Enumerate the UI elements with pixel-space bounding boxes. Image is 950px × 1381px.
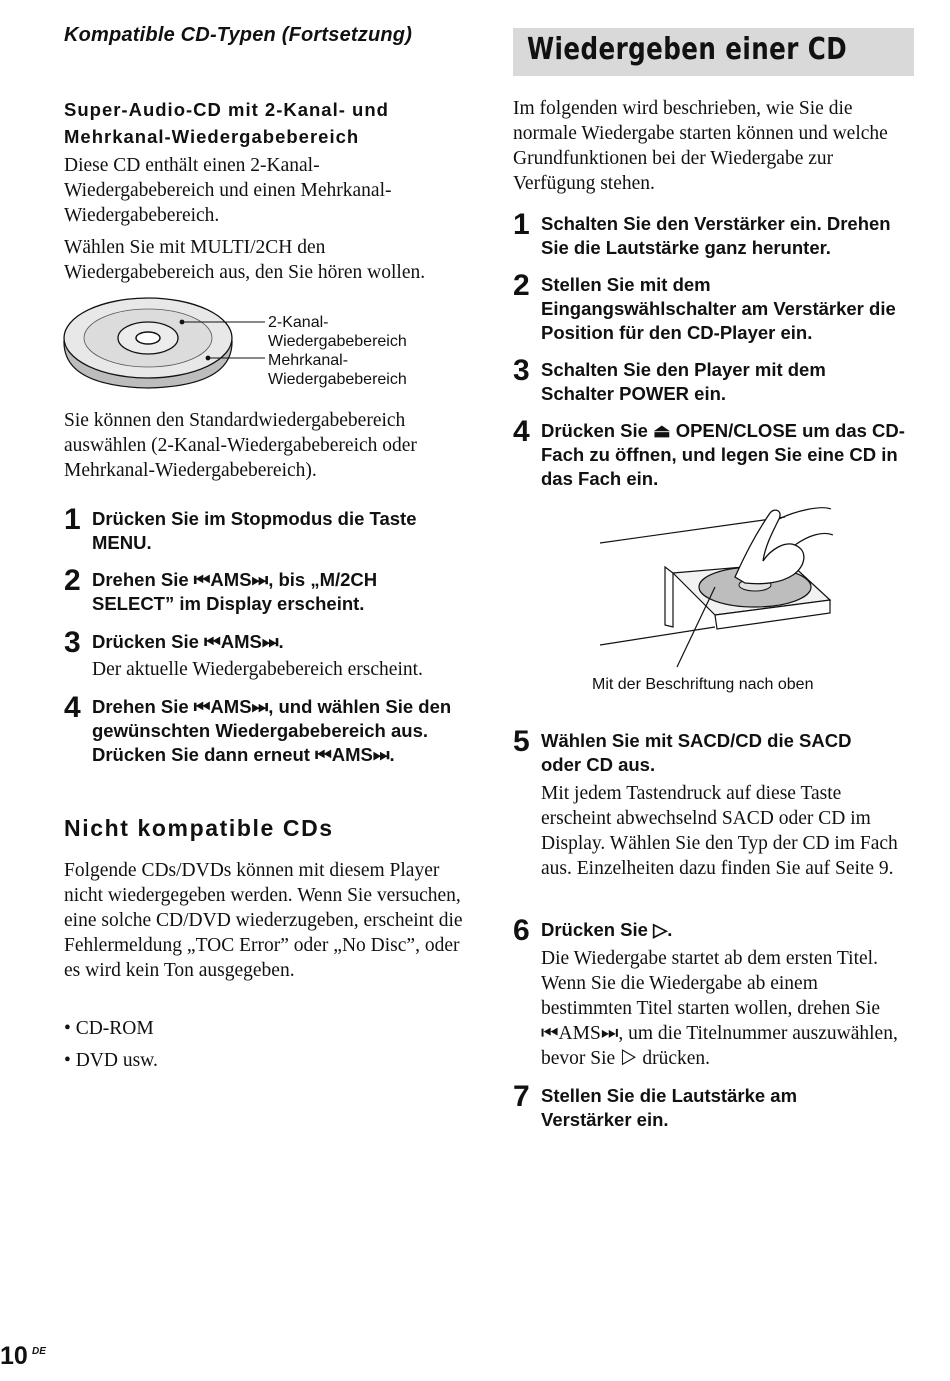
step-number: 5	[513, 725, 530, 758]
sacd-para-1: Diese CD enthält einen 2-Kanal-Wiedergabebereich und einen Mehrkanal-Wiedergabebereich.	[64, 155, 392, 226]
step-text: Schalten Sie den Player mit dem Schalter POWER ein.	[541, 359, 826, 404]
illustration-caption: Mit der Beschriftung nach oben	[592, 676, 814, 693]
step-detail: Die Wiedergabe startet ab dem ersten Titel. Wenn Sie die Wiedergabe ab einem bestimmten Titel starten wollen, drehen Sie ⏮AMS⏭, um die Titelnummer auszuwählen, bevor Sie ▷ drücken.	[541, 948, 898, 1069]
step-text: Drücken Sie ▷.	[541, 919, 673, 940]
step-text: Drücken Sie ⏮AMS⏭.	[92, 631, 284, 652]
bullet-dvd: • DVD usw.	[64, 1050, 158, 1071]
step-detail: Mit jedem Tastendruck auf diese Taste erscheint abwechselnd SACD oder CD im Display. Wählen Sie den Typ der CD im Fach aus. Einzelheiten dazu finden Sie auf Seite 9.	[541, 783, 898, 879]
step-number: 6	[513, 914, 530, 947]
incompatible-para: Folgende CDs/DVDs können mit diesem Player nicht wiedergegeben werden. Wenn Sie versuchen, eine solche CD/DVD wiederzugeben, erscheint die Fehlermeldung „TOC Error” oder „No Disc”, oder es wird kein Ton ausgegeben.	[64, 860, 463, 981]
sacd-para-2: Wählen Sie mit MULTI/2CH den Wiedergabebereich aus, den Sie hören wollen.	[64, 237, 426, 283]
step-number: 4	[513, 415, 530, 448]
section-title-box	[513, 28, 914, 76]
step-number: 2	[513, 269, 530, 302]
sacd-heading: Super-Audio-CD mit 2-Kanal- und Mehrkanal-Wiedergabebereich	[64, 99, 389, 147]
disc-diagram	[60, 300, 280, 400]
step-text: Drücken Sie im Stopmodus die Taste MENU.	[92, 508, 417, 553]
sacd-para-3: Sie können den Standardwiedergabebereich auswählen (2-Kanal-Wiedergabebereich oder Mehrkanal-Wiedergabebereich).	[64, 410, 417, 481]
step-text: Drücken Sie ⏏ OPEN/CLOSE um das CD-Fach zu öffnen, und legen Sie eine CD in das Fach ein.	[541, 420, 905, 489]
language-code: DE	[32, 1346, 46, 1357]
step-text: Stellen Sie mit dem Eingangswählschalter am Verstärker die Position für den CD-Player ein.	[541, 274, 896, 343]
step-number: 2	[64, 564, 81, 597]
step-number: 7	[513, 1080, 530, 1113]
step-number: 4	[64, 691, 81, 724]
step-text: Drehen Sie ⏮AMS⏭, und wählen Sie den gewünschten Wiedergabebereich aus. Drücken Sie dann erneut ⏮AMS⏭.	[92, 696, 452, 765]
step-detail: Der aktuelle Wiedergabebereich erscheint.	[92, 659, 423, 680]
bullet-cd-rom: • CD-ROM	[64, 1018, 154, 1039]
step-number: 3	[513, 354, 530, 387]
incompatible-heading: Nicht kompatible CDs	[64, 815, 334, 841]
step-number: 1	[64, 503, 81, 536]
page-number: 10	[0, 1342, 28, 1370]
running-header: Kompatible CD-Typen (Fortsetzung)	[64, 24, 413, 46]
section-title: Wiedergeben einer CD	[527, 32, 848, 67]
step-number: 1	[513, 208, 530, 241]
step-text: Schalten Sie den Verstärker ein. Drehen Sie die Lautstärke ganz herunter.	[541, 213, 891, 258]
step-text: Wählen Sie mit SACD/CD die SACD oder CD aus.	[541, 730, 852, 775]
step-text: Stellen Sie die Lautstärke am Verstärker ein.	[541, 1085, 798, 1130]
step-number: 3	[64, 626, 81, 659]
intro-para: Im folgenden wird beschrieben, wie Sie die normale Wiedergabe starten können und welche Grundfunktionen bei der Wiedergabe zur Verfügung stehen.	[513, 98, 888, 194]
label-multich-area: Mehrkanal- Wiedergabebereich	[268, 352, 407, 388]
label-2ch-area: 2-Kanal- Wiedergabebereich	[268, 314, 407, 350]
cd-tray-illustration	[595, 505, 835, 670]
step-text: Drehen Sie ⏮AMS⏭, bis „M/2CH SELECT” im Display erscheint.	[92, 569, 378, 614]
